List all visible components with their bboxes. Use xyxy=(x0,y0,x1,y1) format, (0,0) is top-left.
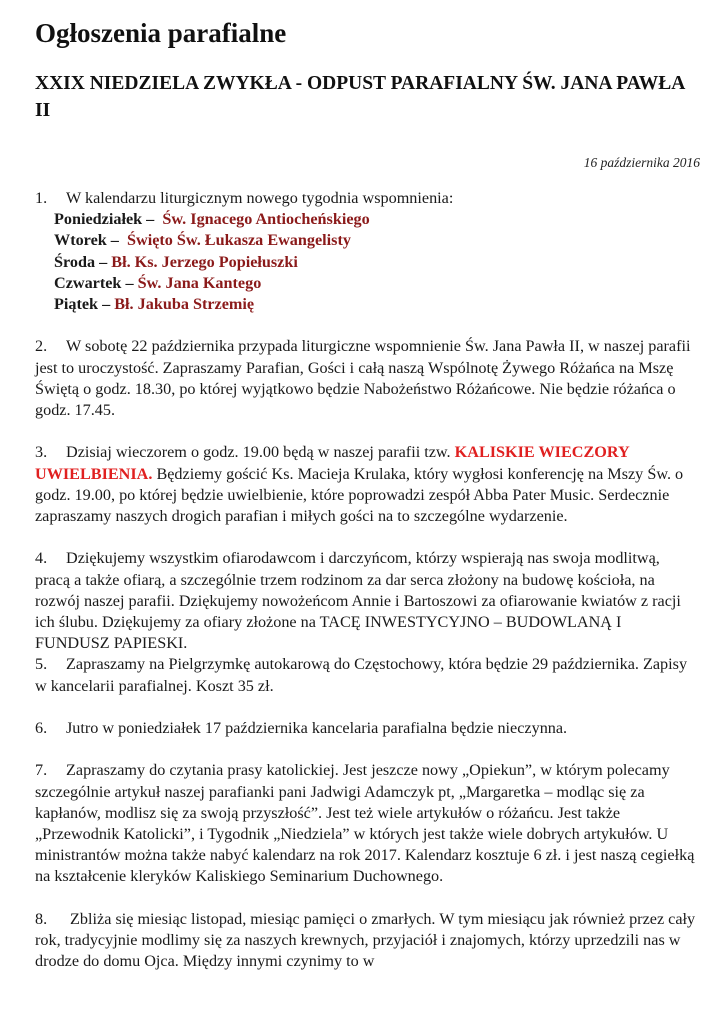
saint-name: Święto Św. Łukasza Ewangelisty xyxy=(127,231,351,250)
day-label: Czwartek – xyxy=(54,273,134,292)
item-number: 6. xyxy=(35,719,48,738)
announcements-list xyxy=(35,188,697,994)
saint-name: Bł. Ks. Jerzego Popiełuszki xyxy=(111,252,298,271)
announcement-item-4 xyxy=(35,548,697,654)
day-row xyxy=(35,230,697,251)
announcement-date: 16 października 2016 xyxy=(583,155,700,170)
saint-name: Bł. Jakuba Strzemię xyxy=(114,295,255,314)
announcement-item-2 xyxy=(35,336,697,421)
item-text: Zapraszamy do czytania prasy katolickiej. Jest jeszcze nowy „Opiekun”, w którym polecamy szczególnie artykuł naszej parafianki pani Jadwigi Adamczyk pt, „Margaretka – modląc się za kapłanów, modlisz się za swoją przyszłość”. Jest też wiele artykułów o różańcu. Jest także „Przewodnik Katolicki”, i Tygodnik „Niedziela” w których jest także wiele dobrych artykułów. U ministrantów można także nabyć kalendarz na rok 2017. Kalendarz kosztuje 6 zł. i jest naszą cegiełką na kształcenie kleryków Kaliskiego Seminarium Duchownego. xyxy=(35,761,695,886)
day-row xyxy=(35,209,697,230)
item-number: 5. xyxy=(35,655,48,674)
announcement-item-3 xyxy=(35,442,697,527)
item-text: Zbliża się miesiąc listopad, miesiąc pamięci o zmarłych. W tym miesiącu jak również przez cały rok, tradycyjnie modlimy się za naszych krewnych, przyjaciół i znajomych, którzy uprzedzili nas w drodze do domu Ojca. Między innymi czynimy to w xyxy=(35,909,696,971)
day-row xyxy=(35,252,697,273)
day-label: Piątek – xyxy=(54,295,111,314)
page-title: Ogłoszenia parafialne xyxy=(35,18,287,48)
saint-name: Św. Ignacego Antiocheńskiego xyxy=(162,210,370,229)
announcement-item-1 xyxy=(35,188,697,315)
item-text-continued: Będziemy gościć Ks. Macieja Krulaka, który wygłosi konferencję na Mszy Św. o godz. 19.00, po której będzie uwielbienie, które poprowadzi zespół Abba Pater Music. Serdecznie zapraszamy naszych drogich parafian i miłych gości na to szczególne wydarzenie. xyxy=(35,464,684,526)
item-text: W sobotę 22 października przypada liturgiczne wspomnienie Św. Jana Pawła II, w naszej parafii jest to uroczystość. Zapraszamy Parafian, Gości i całą naszą Wspólnotę Żywego Różańca na Mszę Świętą o godz. 18.30, po której wyjątkowo będzie Nabożeństwo Różańcowe. Nie będzie różańca o godz. 17.45. xyxy=(35,337,691,420)
item-number: 4. xyxy=(35,549,48,568)
event-highlight: KALISKIE WIECZORY UWIELBIENIA. xyxy=(35,443,630,483)
day-row xyxy=(35,273,697,294)
item-text: Dziękujemy wszystkim ofiarodawcom i darczyńcom, którzy wspierają nas swoja modlitwą, pracą a także ofiarą, a szczególnie trzem rodzinom za dar serca złożony na budowę kościoła, na rozwój naszej parafii. Dziękujemy nowożeńcom Annie i Bartoszowi za ofiarowanie kwiatów z racji ich ślubu. Dziękujemy za ofiary złożone na TACĘ INWESTYCYJNO – BUDOWLANĄ I FUNDUSZ PAPIESKI. xyxy=(35,549,681,653)
item-number: 7. xyxy=(35,761,48,780)
item-text: W kalendarzu liturgicznym nowego tygodnia wspomnienia: xyxy=(66,189,454,207)
day-label: Środa – xyxy=(54,252,108,271)
item-text: Zapraszamy na Pielgrzymkę autokarową do Częstochowy, która będzie 29 października. Zapisy w kancelarii parafialnej. Koszt 35 zł. xyxy=(35,655,688,695)
page-subtitle: XXIX NIEDZIELA ZWYKŁA - ODPUST PARAFIALNY ŚW. JANA PAWŁA II xyxy=(35,73,685,121)
item-number: 1. xyxy=(35,189,48,207)
day-label: Poniedziałek – xyxy=(54,210,155,229)
day-row xyxy=(35,294,697,315)
item-number: 8. xyxy=(35,909,48,928)
item-text: Dzisiaj wieczorem o godz. 19.00 będą w naszej parafii tzw. xyxy=(66,443,451,462)
item-number: 3. xyxy=(35,443,48,462)
announcement-item-7 xyxy=(35,760,697,887)
announcement-item-5 xyxy=(35,654,697,696)
item-text: Jutro w poniedziałek 17 października kancelaria parafialna będzie nieczynna. xyxy=(66,719,568,738)
announcement-item-8 xyxy=(35,909,697,973)
saint-name: Św. Jana Kantego xyxy=(137,273,262,292)
announcement-item-6 xyxy=(35,718,697,739)
item-number: 2. xyxy=(35,337,48,356)
day-label: Wtorek – xyxy=(54,231,119,250)
